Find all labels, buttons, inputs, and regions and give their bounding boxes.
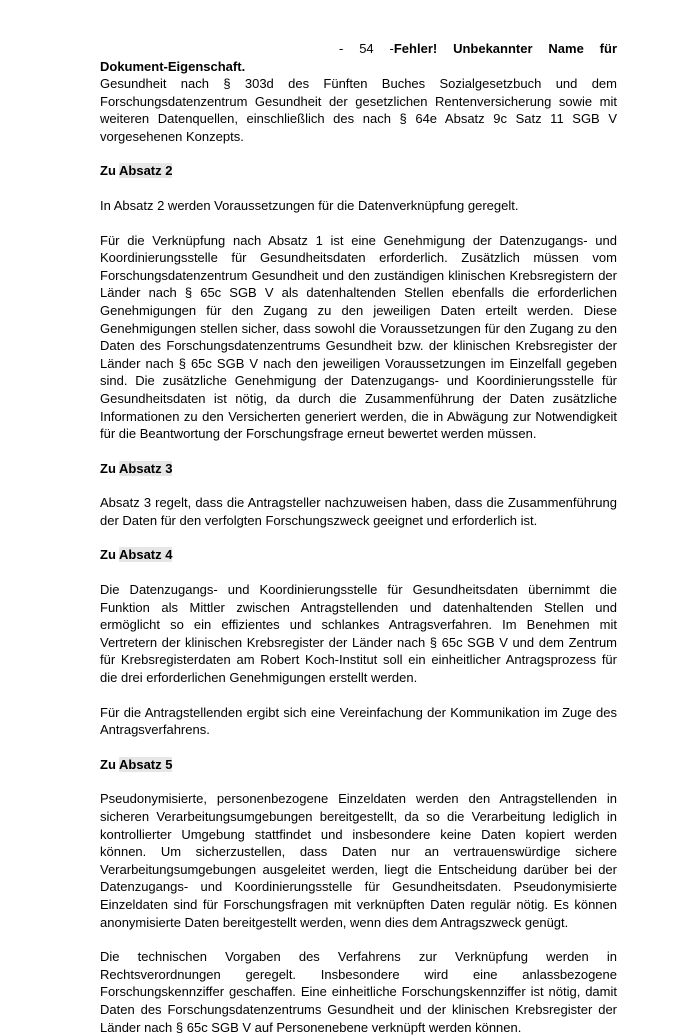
- section-heading-absatz-2: [100, 162, 617, 180]
- heading-label: Absatz 5: [119, 756, 173, 772]
- section-heading-absatz-3: [100, 460, 617, 478]
- paragraph: Absatz 3 regelt, dass die Antragsteller nachzuweisen haben, dass die Zusammenführung der Daten für den verfolgten Forschungszweck geeignet und erforderlich ist.: [100, 495, 617, 528]
- paragraph: Die Datenzugangs- und Koordinierungsstelle für Gesundheitsdaten übernimmt die Funktion als Mittler zwischen Antragstellenden und datenhaltenden Stellen und ermöglicht so ein effizientes und schlankes Antragsverfahren. Im Benehmen mit Vertretern der klinischen Krebsregister der Länder nach § 65c SGB V und dem Zentrum für Krebsregisterdaten am Robert Koch-Institut soll ein einheitlicher Antragsprozess für die drei erforderlichen Genehmigungen erstellt werden.: [100, 582, 617, 686]
- paragraph: Für die Verknüpfung nach Absatz 1 ist eine Genehmigung der Datenzugangs- und Koordinierungsstelle für Gesundheitsdaten erforderlich. Zusätzlich müssen vom Forschungsdatenzentrum Gesundheit und den zuständigen klinischen Krebsregistern der Länder nach § 65c SGB V als datenhaltenden Stellen ebenfalls die erforderlichen Genehmigungen für den Zugang zu den jeweiligen Daten erteilt werden. Diese Genehmigungen stellen sicher, dass sowohl die Voraussetzungen für den Zugang zu den Daten des Forschungsdatenzentrums Gesundheit bzw. der klinischen Krebsregister der Länder nach § 65c SGB V nach den jeweiligen Voraussetzungen im Einzelfall gegeben sind. Die zusätzliche Genehmigung der Datenzugangs- und Koordinierungsstelle für Gesundheitsdaten ist nötig, da durch die Zusammenführung der Daten zusätzliche Informationen zu den Versicherten generiert werden, die in Abwägung zur Notwendigkeit für die Beantwortung der Forschungsfrage erneut bewertet werden müssen.: [100, 232, 617, 442]
- heading-prefix: Zu: [100, 460, 120, 476]
- page-header: [100, 40, 617, 75]
- heading-prefix: Zu: [100, 547, 120, 563]
- paragraph: Für die Antragstellenden ergibt sich eine Vereinfachung der Kommunikation im Zuge des Antragsverfahrens.: [100, 704, 617, 738]
- heading-label: Absatz 3: [119, 460, 173, 476]
- intro-paragraph: Gesundheit nach § 303d des Fünften Buches Sozialgesetzbuch und dem Forschungsdatenzentrum Gesundheit der gesetzlichen Rentenversicherung sowie mit weiteren Datenquellen, einschließlich des nach § 64e Absatz 9c Satz 11 SGB V vorgesehenen Konzepts.: [100, 76, 617, 144]
- document-page: [100, 40, 617, 1036]
- section-heading-absatz-5: [100, 756, 617, 774]
- header-error-text: Fehler! Unbekannter Name für Dokument-Eigenschaft.: [100, 41, 618, 74]
- paragraph: Die technischen Vorgaben des Verfahrens zur Verknüpfung werden in Rechtsverordnungen geregelt. Insbesondere wird eine anlassbezogene Forschungskennziffer geschaffen. Eine einheitliche Forschungskennziffer ist nötig, damit Daten des Forschungsdatenzentrums Gesundheit und der klinischen Krebsregister der Länder nach § 65c SGB V auf Personenebene verknüpft werden können.: [100, 949, 617, 1035]
- paragraph: In Absatz 2 werden Voraussetzungen für die Datenverknüpfung geregelt.: [100, 197, 519, 213]
- page-number: - 54 -: [339, 41, 394, 56]
- paragraph: Pseudonymisierte, personenbezogene Einzeldaten werden den Antragstellenden in sicheren Verarbeitungsumgebungen bereitgestellt, da so die Verarbeitung lediglich in kontrollierter Umgebung stattfindet und insbesondere keine Daten kopiert werden können. Um sicherzustellen, dass Daten nur an vertrauenswürdige sichere Verarbeitungsumgebungen ausgeleitet werden, liegt die Entscheidung darüber bei der Datenzugangs- und Koordinierungsstelle für Gesundheitsdaten. Pseudonymisierte Einzeldaten sind für Forschungsfragen mit verknüpften Daten regulär nötig. Es können anonymisierte Daten bereitgestellt werden, wenn dies dem Antragszweck genügt.: [100, 791, 617, 930]
- heading-label: Absatz 2: [119, 163, 173, 179]
- section-heading-absatz-4: [100, 546, 617, 564]
- heading-prefix: Zu: [100, 163, 120, 179]
- heading-label: Absatz 4: [119, 547, 173, 563]
- heading-prefix: Zu: [100, 756, 120, 772]
